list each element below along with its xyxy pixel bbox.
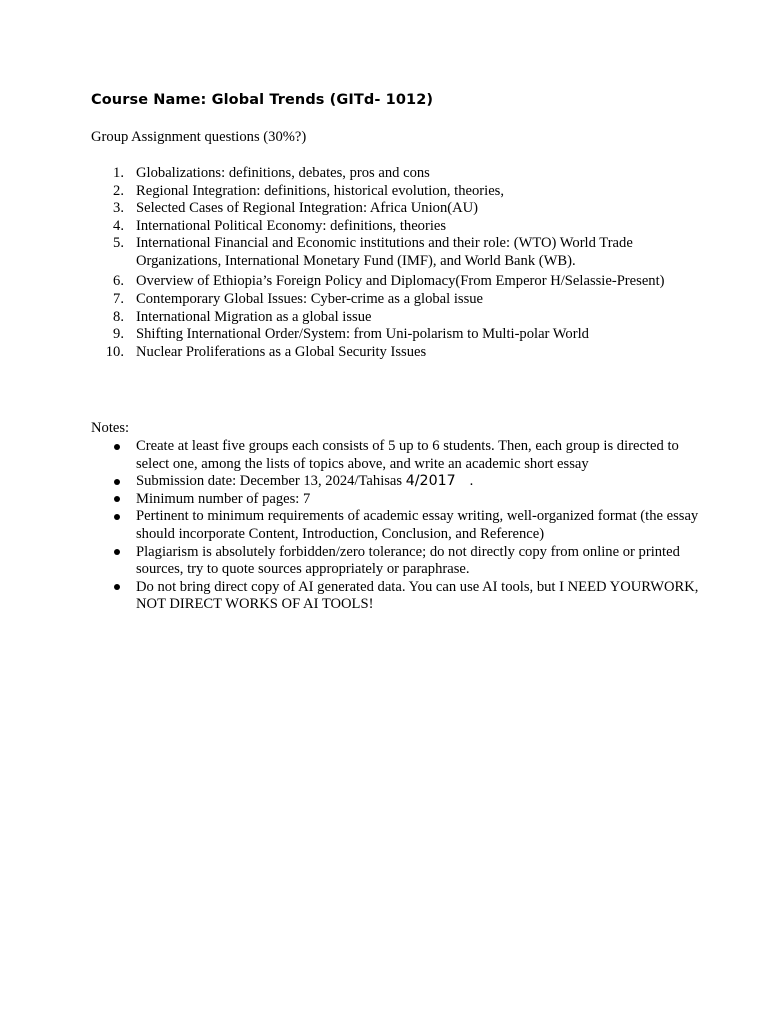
bullet-icon <box>114 496 120 502</box>
question-text: Contemporary Global Issues: Cyber-crime as a global issue <box>136 291 484 308</box>
question-text: International Migration as a global issue <box>136 308 372 325</box>
note-item <box>0 544 768 579</box>
questions-list <box>0 165 768 361</box>
bullet-icon <box>114 584 120 590</box>
assignment-subtitle: Group Assignment questions (30%?) <box>91 129 307 145</box>
question-item <box>0 309 768 327</box>
note-item <box>0 579 768 614</box>
question-number: 4. <box>113 217 124 234</box>
bullet-icon <box>114 514 120 520</box>
question-number: 10. <box>105 343 124 360</box>
question-number: 1. <box>113 165 124 181</box>
bullet-icon <box>114 444 120 450</box>
note-text: Do not bring direct copy of AI generated data. You can use AI tools, but I NEED YOURWORK, NOT DIRECT WORKS OF AI TOOLS! <box>136 578 699 613</box>
bullet-icon <box>114 549 120 555</box>
note-item <box>0 491 768 509</box>
notes-list <box>0 438 768 614</box>
question-text: Shifting International Order/System: from Uni-polarism to Multi-polar World <box>136 326 589 343</box>
question-item <box>0 200 768 218</box>
question-item <box>0 165 768 183</box>
question-item <box>0 326 768 344</box>
bullet-icon <box>114 479 120 485</box>
note-item <box>0 473 768 491</box>
question-text: Selected Cases of Regional Integration: Africa Union(AU) <box>136 200 479 217</box>
question-text: Globalizations: definitions, debates, pros and cons <box>136 165 430 181</box>
note-text: Pertinent to minimum requirements of academic essay writing, well-organized format (the essay should incorporate Content, Introduction, Conclusion, and Reference) <box>136 508 699 542</box>
course-title: Course Name: Global Trends (GITd- 1012) <box>91 92 434 108</box>
note-text: Plagiarism is absolutely forbidden/zero tolerance; do not directly copy from online or printed sources, try to quote sources appropriately or paraphrase. <box>136 543 680 578</box>
question-item <box>0 183 768 201</box>
question-item <box>0 291 768 309</box>
question-text: International Political Economy: definitions, theories <box>136 217 447 234</box>
question-text: Regional Integration: definitions, historical evolution, theories, <box>136 182 505 199</box>
question-text: International Financial and Economic institutions and their role: (WTO) World Trade Organizations, International Monetary Fund (IMF), and World Bank (WB). <box>136 235 633 269</box>
question-text: Overview of Ethiopia’s Foreign Policy and Diplomacy(From Emperor H/Selassie-Present) <box>136 272 665 289</box>
note-text: Create at least five groups each consists of 5 up to 6 students. Then, each group is directed to select one, among the lists of topics above, and write an academic short essay <box>136 438 679 472</box>
note-text: Minimum number of pages: 7 <box>136 490 311 507</box>
question-number: 3. <box>113 200 124 217</box>
note-item <box>0 508 768 543</box>
question-number: 2. <box>113 182 124 199</box>
question-item <box>0 218 768 236</box>
submission-date-text: Submission date: December 13, 2024/Tahisas <box>136 473 406 490</box>
question-item <box>0 235 768 270</box>
submission-date-dot: . <box>469 473 474 490</box>
note-text <box>136 473 706 491</box>
question-text: Nuclear Proliferations as a Global Security Issues <box>136 343 427 360</box>
question-number: 8. <box>113 308 124 325</box>
question-number: 9. <box>113 326 124 343</box>
question-number: 7. <box>113 291 124 308</box>
submission-date-year: 4/2017 <box>405 473 456 490</box>
question-item <box>0 344 768 362</box>
question-item <box>0 271 768 292</box>
question-number: 6. <box>113 272 124 289</box>
note-item <box>0 438 768 473</box>
notes-label: Notes: <box>91 420 130 436</box>
question-number: 5. <box>113 235 124 252</box>
